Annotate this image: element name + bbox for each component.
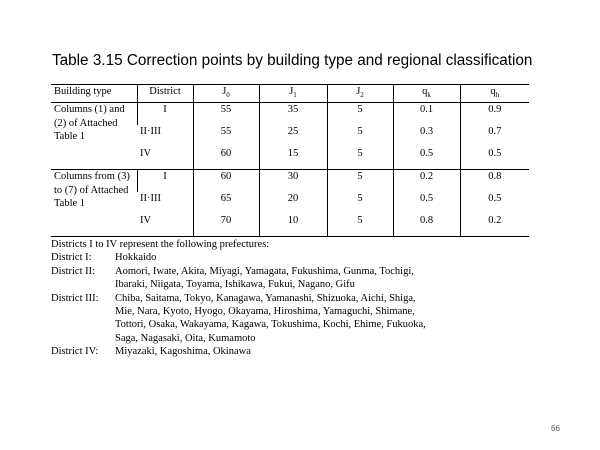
table-cell: 35 — [259, 103, 327, 126]
table-cell: 0.8 — [460, 170, 529, 193]
district-list — [51, 251, 531, 358]
column-header-subscript: 2 — [360, 91, 364, 100]
prefecture-line: Chiba, Saitama, Tokyo, Kanagawa, Yamanashi, Shizuoka, Aichi, Shiga, — [115, 292, 416, 304]
table-cell: II·III — [140, 193, 161, 205]
district-prefectures — [115, 265, 531, 292]
table-cell: 0.1 — [393, 103, 460, 126]
column-header-text: J — [222, 86, 227, 97]
district-label: District III: — [51, 292, 99, 304]
column-header-subscript: 0 — [226, 91, 230, 100]
page-number: 66 — [551, 424, 560, 433]
table-cell: 0.9 — [460, 103, 529, 126]
table-cell: 0.5 — [393, 147, 460, 170]
prefecture-line: Ibaraki, Niigata, Toyama, Ishikawa, Fukui, Nagano, Gifu — [115, 279, 355, 291]
column-header — [137, 85, 193, 103]
district-row — [51, 345, 531, 358]
table-cell: 0.2 — [460, 214, 529, 237]
column-header-text: J — [356, 86, 361, 97]
district-row — [51, 292, 531, 346]
correction-points-table — [51, 84, 529, 237]
building-type-cell: Columns from (3) to (7) of Attached Table 1 — [51, 170, 137, 237]
column-header-text: District — [149, 86, 181, 97]
column-header — [327, 85, 393, 103]
table-cell: 65 — [193, 192, 259, 214]
district-row — [51, 265, 531, 292]
table-cell: 10 — [259, 214, 327, 237]
column-header-subscript: 1 — [293, 91, 297, 100]
table-cell: 0.2 — [393, 170, 460, 193]
table-cell: 5 — [327, 214, 393, 237]
column-header-subscript: h — [495, 91, 500, 100]
table-cell: 5 — [327, 125, 393, 147]
column-header — [259, 85, 327, 103]
table-cell: 5 — [327, 147, 393, 170]
table-cell: 0.5 — [460, 147, 529, 170]
table-cell: 0.5 — [460, 192, 529, 214]
district-row — [51, 251, 531, 264]
column-header — [51, 85, 137, 103]
table-cell: 60 — [193, 170, 259, 193]
column-header-text: J — [289, 86, 294, 97]
prefecture-line: Saga, Nagasaki, Oita, Kumamoto — [115, 332, 256, 344]
column-header-text: q — [490, 86, 496, 97]
table-header-row — [51, 85, 529, 103]
column-header-text: q — [422, 86, 428, 97]
district-notes — [51, 238, 531, 359]
table-cell: 5 — [327, 170, 393, 193]
table-cell: I — [137, 103, 193, 126]
table-cell: I — [137, 170, 193, 193]
page-title: Table 3.15 Correction points by building type and regional classification — [52, 52, 533, 69]
column-header — [393, 85, 460, 103]
prefecture-line: Tottori, Osaka, Wakayama, Kagawa, Tokushima, Kochi, Ehime, Fukuoka, — [115, 319, 426, 331]
prefecture-line: Miyazaki, Kagoshima, Okinawa — [115, 346, 251, 358]
table-cell: 55 — [193, 103, 259, 126]
table-cell: 5 — [327, 192, 393, 214]
prefecture-line: Hokkaido — [115, 252, 157, 264]
building-type-cell: Columns (1) and (2) of Attached Table 1 — [51, 103, 137, 170]
table-cell: 0.3 — [393, 125, 460, 147]
table-cell: 5 — [327, 103, 393, 126]
district-label: District I: — [51, 252, 92, 264]
table-cell: 25 — [259, 125, 327, 147]
table-row — [51, 103, 529, 126]
table-cell: 30 — [259, 170, 327, 193]
district-prefectures — [115, 292, 531, 346]
column-header — [460, 85, 529, 103]
table-cell: 0.5 — [393, 192, 460, 214]
column-header — [193, 85, 259, 103]
district-label: District IV: — [51, 346, 99, 358]
table-cell: 55 — [193, 125, 259, 147]
column-header-text: Building type — [54, 86, 112, 97]
notes-intro: Districts I to IV represent the following prefectures: — [51, 239, 270, 250]
table-row — [51, 170, 529, 193]
table-cell: 20 — [259, 192, 327, 214]
table-cell: 70 — [193, 214, 259, 237]
table-cell: 15 — [259, 147, 327, 170]
table-cell: 60 — [193, 147, 259, 170]
column-header-subscript: k — [427, 91, 431, 100]
table-cell: IV — [137, 214, 193, 237]
table-cell: 0.8 — [393, 214, 460, 237]
table-cell: 0.7 — [460, 125, 529, 147]
district-label: District II: — [51, 265, 96, 277]
table-cell: IV — [137, 147, 193, 170]
district-prefectures — [115, 345, 531, 358]
prefecture-line: Aomori, Iwate, Akita, Miyagi, Yamagata, Fukushima, Gunma, Tochigi, — [115, 265, 414, 277]
table-cell: II·III — [140, 126, 161, 138]
prefecture-line: Mie, Nara, Kyoto, Hyogo, Okayama, Hiroshima, Yamaguchi, Shimane, — [115, 306, 415, 318]
district-prefectures — [115, 251, 531, 264]
